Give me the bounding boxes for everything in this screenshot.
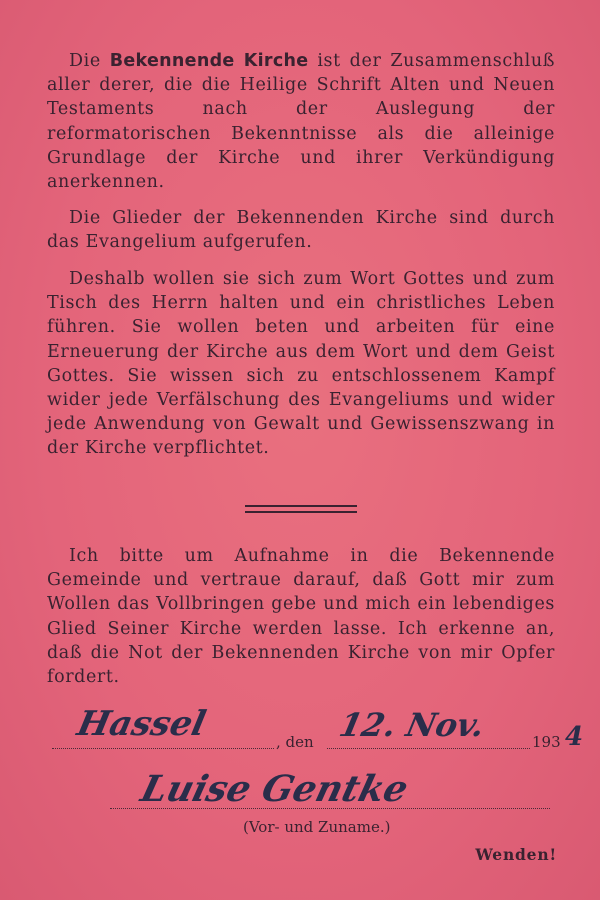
- name-caption: (Vor- und Zuname.): [243, 818, 391, 836]
- name-signature: Luise Gentke: [136, 768, 413, 810]
- year-handwritten: 4: [565, 722, 584, 752]
- den-label: , den: [276, 733, 314, 751]
- bekennende-kirche-bold: Bekennende Kirche: [109, 51, 309, 71]
- paragraph-definition-text: ist der Zusammenschluß aller derer, die die Heilige Schrift Alten und Neuen Testaments nach der Auslegung der reformatorischen Bekenntnisse als die alleinige Grundlage der Kirche und ihrer Verkündigung anerkennen.: [47, 51, 555, 193]
- turn-over-note: Wenden!: [475, 845, 557, 864]
- paragraph-definition: [47, 49, 555, 194]
- paragraph-members-text: Die Glieder der Bekennenden Kirche sind durch das Evangelium aufgerufen.: [47, 208, 555, 253]
- date-handwritten: 12. Nov.: [335, 706, 488, 744]
- place-field-line: [52, 748, 274, 749]
- paragraph-duties-text: Deshalb wollen sie sich zum Wort Gottes und zum Tisch des Herrn halten und ein christliches Leben führen. Sie wollen beten und arbeiten für eine Erneuerung der Kirche aus dem Wort und dem Geist Gottes. Sie wissen sich zu entschlossenem Kampf wider jede Verfälschung des Evangeliums und wider jede Anwendung von Gewalt und Gewissenszwang in der Kirche verpflichtet.: [47, 269, 555, 459]
- double-rule-bottom: [245, 511, 357, 513]
- double-rule-top: [245, 505, 357, 507]
- year-prefix: 193: [532, 733, 561, 751]
- paragraph-application-text: Ich bitte um Aufnahme in die Bekennende Gemeinde und vertraue darauf, daß Gott mir zum Wollen das Vollbringen gebe und mich ein lebendiges Glied Seiner Kirche werden lasse. Ich erkenne an, daß die Not der Bekennenden Kirche von mir Opfer fordert.: [47, 546, 555, 688]
- place-handwritten: Hassel: [73, 704, 210, 744]
- paragraph-lead: Die: [69, 51, 101, 71]
- paragraph-members: [47, 206, 555, 254]
- paragraph-application: [47, 544, 555, 689]
- date-field-line: [327, 748, 530, 749]
- paragraph-duties: [47, 267, 555, 461]
